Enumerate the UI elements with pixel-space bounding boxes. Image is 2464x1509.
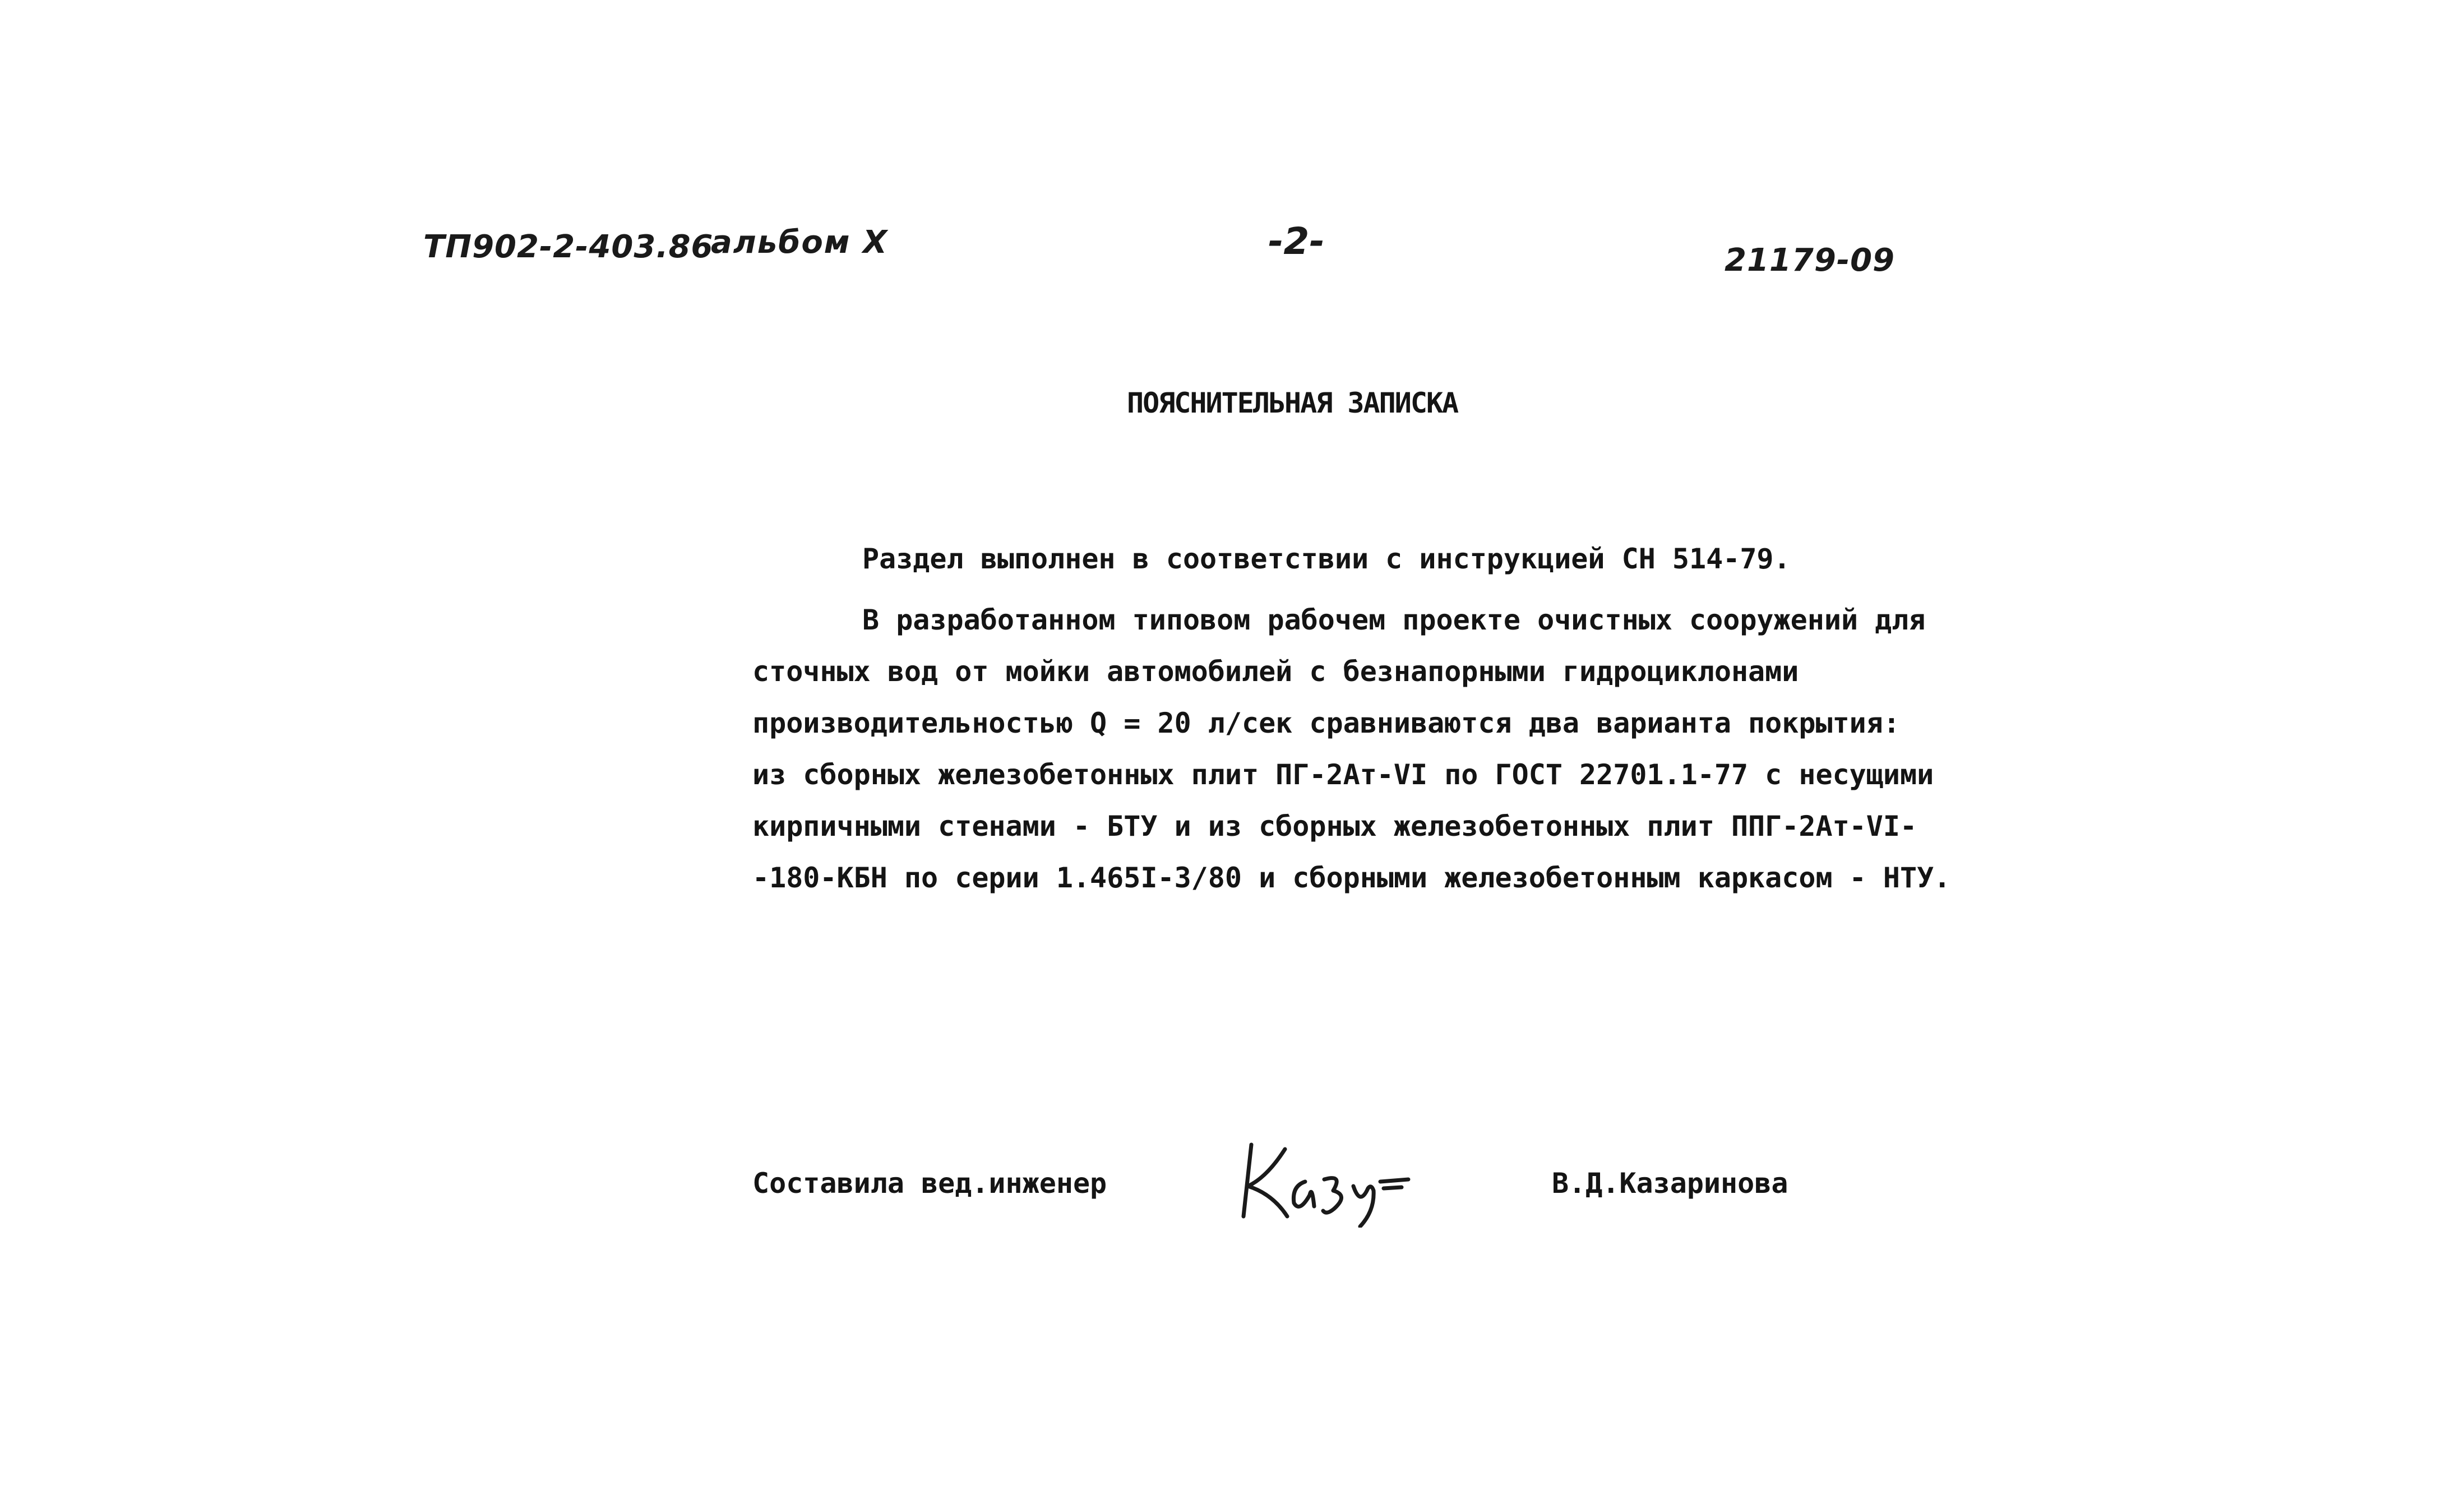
body-line: производительностью Q = 20 л/сек сравниваются два варианта покрытия: <box>752 707 1900 739</box>
album-label: альбом X <box>711 224 889 261</box>
body-paragraph <box>752 594 1951 904</box>
signer-role: Составила вед.инженер <box>752 1167 1107 1200</box>
signature <box>1233 1132 1418 1228</box>
document-title: ПОЯСНИТЕЛЬНАЯ ЗАПИСКА <box>1127 387 1458 419</box>
project-code: ТП902-2-403.86 <box>423 229 714 265</box>
archive-number: 21179-09 <box>1725 242 1895 279</box>
body-line: сточных вод от мойки автомобилей с безнапорными гидроциклонами <box>752 655 1799 688</box>
body-line: В разработанном типовом рабочем проекте очистных сооружений для <box>862 604 1926 636</box>
body-line: -180-КБН по серии 1.465I-3/80 и сборными железобетонным каркасом - НТУ. <box>752 862 1951 894</box>
signer-name: В.Д.Казаринова <box>1552 1167 1788 1200</box>
lead-paragraph: Раздел выполнен в соответствии с инструкцией СН 514-79. <box>862 543 1791 575</box>
page-number: -2- <box>1268 220 1325 263</box>
body-line: кирпичными стенами - БТУ и из сборных железобетонных плит ППГ-2Ат-VI- <box>752 810 1917 843</box>
body-line: из сборных железобетонных плит ПГ-2Ат-VI по ГОСТ 22701.1-77 с несущими <box>752 758 1934 791</box>
